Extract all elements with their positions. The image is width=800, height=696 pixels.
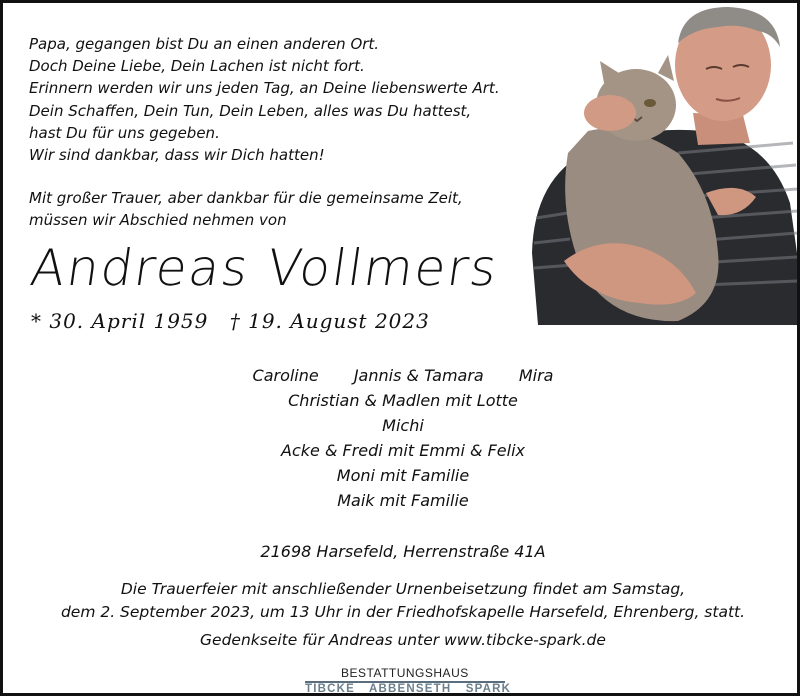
family-row [3, 363, 800, 388]
poem-line: Papa, gegangen bist Du an einen anderen Ort. [29, 35, 380, 53]
funeral-home-logo [305, 666, 512, 696]
logo-name: TIBCKE [305, 683, 356, 695]
poem [29, 33, 500, 166]
family-row: Acke & Fredi mit Emmi & Felix [281, 441, 525, 460]
logo-name: ABBENSETH [368, 683, 452, 695]
family-list [3, 363, 800, 513]
poem-line: Wir sind dankbar, dass wir Dich hatten! [29, 146, 325, 165]
portrait-photo [528, 3, 797, 325]
poem-line: Dein Schaffen, Dein Tun, Dein Leben, alles was Du hattest, [29, 101, 472, 120]
poem-line: hast Du für uns gegeben. [29, 123, 220, 142]
family-member: Jannis & Tamara [353, 366, 484, 385]
life-dates [31, 309, 444, 333]
poem-line: Doch Deine Liebe, Dein Lachen ist nicht fort. [29, 57, 365, 76]
family-address: 21698 Harsefeld, Herrenstraße 41A [260, 542, 546, 561]
family-row: Moni mit Familie [336, 466, 470, 485]
logo-name: SPARK [465, 683, 512, 695]
family-member: Mira [518, 366, 554, 385]
deceased-name: Andreas Vollmers [26, 239, 503, 297]
logo-names [305, 683, 521, 695]
poem-line: Erinnern werden wir uns jeden Tag, an Deine liebenswerte Art. [29, 79, 500, 98]
birth-date: * 30. April 1959 [31, 309, 209, 333]
ceremony-line: Die Trauerfeier mit anschließender Urnenbeisetzung findet am Samstag, [120, 580, 686, 598]
family-row: Michi [382, 416, 424, 435]
portrait-man-with-cat [528, 3, 797, 325]
ceremony-notice [3, 578, 800, 624]
intro-line: müssen wir Abschied nehmen von [29, 211, 287, 230]
death-date: † 19. August 2023 [229, 309, 430, 333]
family-row: Maik mit Familie [337, 491, 469, 510]
intro-text [29, 187, 463, 231]
intro-line: Mit großer Trauer, aber dankbar für die gemeinsame Zeit, [29, 189, 463, 207]
ceremony-line: dem 2. September 2023, um 13 Uhr in der Friedhofskapelle Harsefeld, Ehrenberg, statt. [60, 603, 746, 621]
memorial-page-link[interactable]: Gedenkseite für Andreas unter www.tibcke-spark.de [200, 631, 606, 649]
logo-title: BESTATTUNGSHAUS [341, 666, 469, 680]
family-row: Christian & Madlen mit Lotte [288, 391, 518, 410]
family-member: Caroline [252, 366, 319, 385]
